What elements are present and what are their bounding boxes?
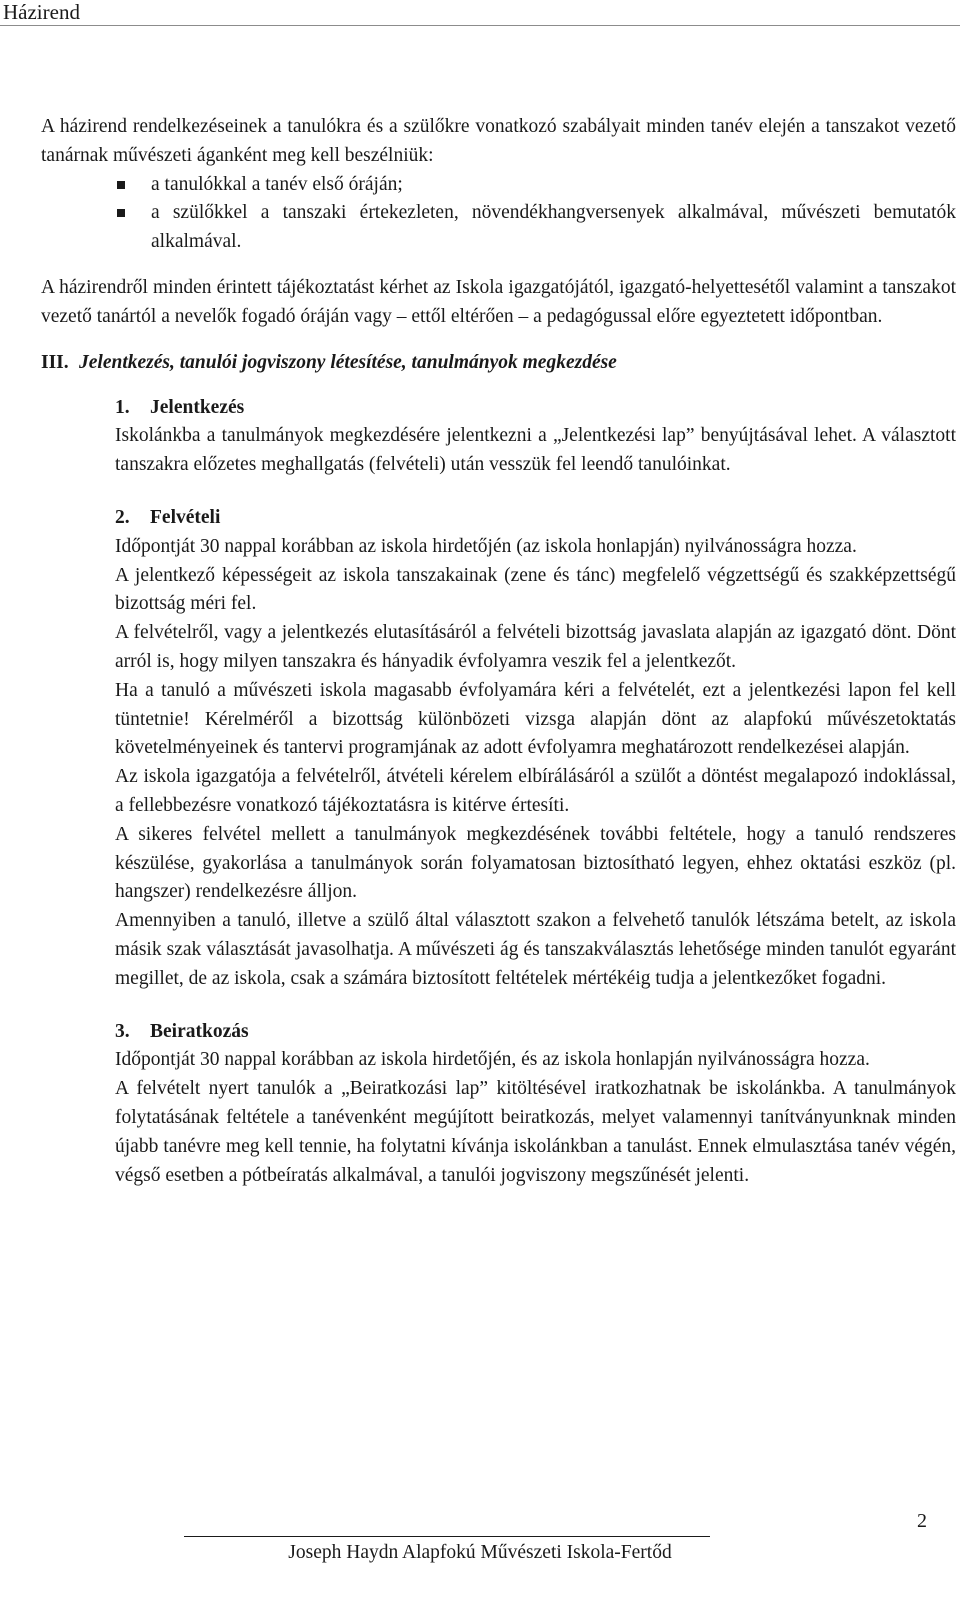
- section-title: Jelentkezés, tanulói jogviszony létesítése, tanulmányok megkezdése: [79, 351, 617, 373]
- subsection-paragraph: Amennyiben a tanuló, illetve a szülő által választott szakon a felvehető tanulók létszáma betelt, az iskola másik szak választását javasolhatja. A művészeti ág és tanszakválasztás lehetősége minden tanulót egyaránt megillet, de az iskola, csak a számára biztosított feltételek mértékéig tudja a jelentkezőket fogadni.: [115, 910, 956, 989]
- page-number: 2: [917, 1510, 927, 1532]
- section-heading: [41, 349, 956, 379]
- square-bullet-icon: [117, 209, 125, 217]
- subsection-paragraph: Az iskola igazgatója a felvételről, átvételi kérelem elbírálásáról a szülőt a döntést megalapozó indoklással, a fellebbezésre vonatkozó tájékoztatásra is kitérve értesíti.: [115, 766, 956, 816]
- subsection-number: 3.: [115, 1020, 130, 1042]
- subsection-heading: [115, 504, 956, 533]
- subsection-paragraph: Időpontját 30 nappal korábban az iskola hirdetőjén, és az iskola honlapján nyilvánosságra hozza.: [115, 1049, 870, 1071]
- bullet-text: a szülőkkel a tanszaki értekezleten, növendékhangversenyek alkalmával, művészeti bemutatók alkalmával.: [151, 202, 956, 253]
- subsection-paragraph: A felvételt nyert tanulók a „Beiratkozási lap” kitöltésével iratkozhatnak be iskolánkba. A tanulmányok folytatásának feltétele a tanévenként megújított beiratkozás, melyet valamennyi tanítványunknak minden újabb tanévre meg kell tennie, ha folytatni kívánja iskolánkban a tanulást. Ennek elmulasztása tanév végén, végső esetben a pótbeíratás alkalmával, a tanulói jogviszony megszűnését jelenti.: [115, 1078, 956, 1186]
- subsection-title: Felvételi: [150, 506, 221, 528]
- document-header: [0, 0, 960, 26]
- footer-divider: [184, 1536, 710, 1537]
- subsection-beiratkozas: [115, 1018, 956, 1191]
- subsection-paragraph: Iskolánkba a tanulmányok megkezdésére jelentkezni a „Jelentkezési lap” benyújtásával lehet. A választott tanszakra előzetes meghallgatás (felvételi) után vesszük fel leendő tanulóinkat.: [115, 425, 956, 476]
- page-content: [41, 113, 956, 1190]
- subsection-paragraph: Ha a tanuló a művészeti iskola magasabb évfolyamára kéri a felvételét, ezt a jelentkezési lapon fel kell tüntetnie! Kérelméről a bizottság különbözeti vizsga alapján dönt az alapfokú művészetoktatás követelményeinek és tantervi programjának az adott évfolyamra meghatározott rendelkezései alapján.: [115, 679, 956, 759]
- subsection-title: Jelentkezés: [150, 396, 245, 418]
- bullet-item: [41, 199, 956, 257]
- subsection-title: Beiratkozás: [150, 1020, 249, 1042]
- section-number: III.: [41, 351, 69, 373]
- subsection-paragraph: A jelentkező képességeit az iskola tanszakainak (zene és tánc) megfelelő végzettségű és szakképzettségű bizottság méri fel.: [115, 564, 956, 615]
- subsection-number: 1.: [115, 396, 130, 418]
- subsection-jelentkezes: [115, 394, 956, 480]
- subsection-paragraph: A felvételről, vagy a jelentkezés elutasításáról a felvételi bizottság javaslata alapján az igazgató dönt. Dönt arról is, hogy milyen tanszakra és hányadik évfolyamra veszik fel a jelentkezőt.: [115, 622, 956, 672]
- footer-institution: Joseph Haydn Alapfokú Művészeti Iskola-Fertőd: [288, 1542, 672, 1563]
- subsection-felveteli: [115, 504, 956, 994]
- subsection-heading: [115, 394, 956, 423]
- bullet-list: [41, 171, 956, 257]
- intro-paragraph: A házirendről minden érintett tájékoztatást kérhet az Iskola igazgatójától, igazgató-helyettesétől valamint a tanszakot vezető tanártól a nevelők fogadó óráján vagy – ettől eltérően – a pedagógussal előre egyeztetett időpontban.: [41, 276, 956, 327]
- intro-paragraph: A házirend rendelkezéseinek a tanulókra és a szülőkre vonatkozó szabályait minden tanév elején a tanszakot vezető tanárnak művészeti áganként meg kell beszélniük:: [41, 116, 956, 166]
- bullet-item: [41, 171, 956, 200]
- subsection-number: 2.: [115, 506, 130, 528]
- subsection-paragraph: Időpontját 30 nappal korábban az iskola hirdetőjén (az iskola honlapján) nyilvánosságra hozza.: [115, 535, 857, 557]
- square-bullet-icon: [117, 181, 125, 189]
- subsection-paragraph: A sikeres felvétel mellett a tanulmányok megkezdésének további feltétele, hogy a tanuló rendszeres készülése, gyakorlása a tanulmányok során folyamatosan biztosítható legyen, ehhez oktatási eszköz (pl. hangszer) rendelkezésre álljon.: [115, 823, 956, 903]
- header-title: Házirend: [3, 0, 80, 24]
- bullet-text: a tanulókkal a tanév első óráján;: [151, 173, 403, 195]
- subsection-heading: [115, 1018, 956, 1047]
